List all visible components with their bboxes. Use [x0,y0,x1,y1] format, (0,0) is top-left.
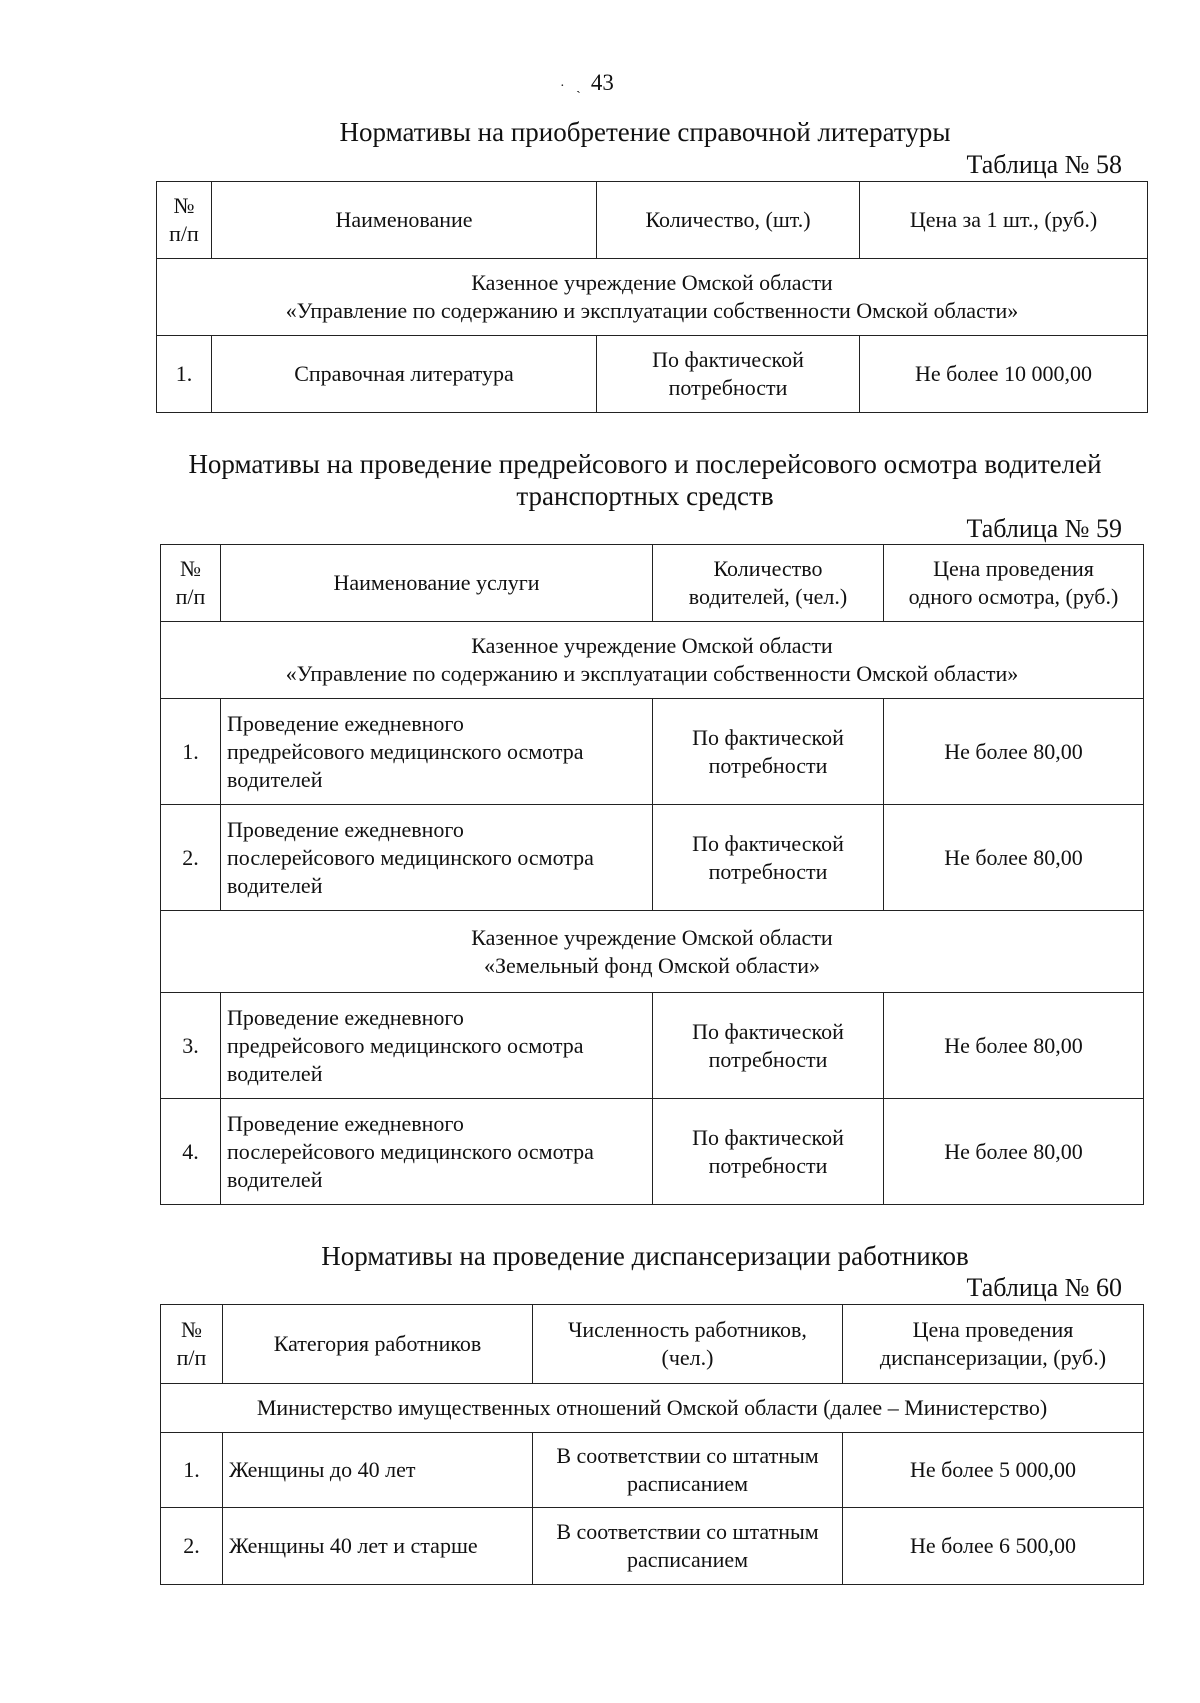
table-60-header-row [161,1305,1144,1384]
page-number-value: 43 [590,70,614,95]
org-cell [161,911,1144,993]
row-quantity: По фактической потребности [653,805,884,911]
row-category: Женщины 40 лет и старше [223,1508,533,1585]
row-price: Не более 6 500,00 [843,1508,1144,1585]
row-price: Не более 5 000,00 [843,1433,1144,1508]
table-58-header-row [157,182,1148,259]
header-name: Наименование [212,182,597,259]
row-name: Проведение ежедневного послерейсового медицинского осмотра водителей [221,805,653,911]
row-num: 1. [161,699,221,805]
table-58-label: Таблица № 58 [966,150,1122,179]
org-line-1: Казенное учреждение Омской области [471,924,833,950]
section-60-title: Нормативы на проведение диспансеризации работников [321,1241,969,1271]
row-count: В соответствии со штатным расписанием [533,1508,843,1585]
row-count: В соответствии со штатным расписанием [533,1433,843,1508]
header-num: № п/п [157,182,212,259]
page-number [560,70,614,96]
section-59-title-line-1: Нормативы на проведение предрейсового и послерейсового осмотра водителей [188,449,1102,479]
table-60-label: Таблица № 60 [966,1273,1122,1302]
table-row [161,1508,1144,1585]
row-price: Не более 80,00 [884,993,1144,1099]
row-price: Не более 80,00 [884,805,1144,911]
row-num: 1. [161,1433,223,1508]
org-line-2: «Земельный фонд Омской области» [484,952,820,978]
section-59-title-line-2: транспортных средств [516,481,774,511]
row-name: Проведение ежедневного предрейсового медицинского осмотра водителей [221,699,653,805]
org-line-2: «Управление по содержанию и эксплуатации собственности Омской области» [285,298,1019,323]
row-price: Не более 80,00 [884,699,1144,805]
org-cell [157,259,1148,336]
row-num: 4. [161,1099,221,1205]
row-quantity: По фактической потребности [653,1099,884,1205]
table-58 [156,181,1148,413]
table-60 [160,1304,1144,1585]
header-price: Цена за 1 шт., (руб.) [860,182,1148,259]
table-59 [160,544,1144,1205]
header-count: Численность работников, (чел.) [533,1305,843,1384]
section-58-title: Нормативы на приобретение справочной литературы [339,117,951,147]
row-quantity: По фактической потребности [653,993,884,1099]
org-cell: Министерство имущественных отношений Омской области (далее – Министерство) [161,1384,1144,1433]
section-59-title [150,448,1140,512]
row-name: Проведение ежедневного предрейсового медицинского осмотра водителей [221,993,653,1099]
table-59-org-row-1 [161,622,1144,699]
header-name: Наименование услуги [221,545,653,622]
header-num: № п/п [161,1305,223,1384]
table-row [157,336,1148,413]
org-line-1: Казенное учреждение Омской области [471,633,833,658]
row-name: Проведение ежедневного послерейсового медицинского осмотра водителей [221,1099,653,1205]
header-num: № п/п [161,545,221,622]
header-price: Цена проведения одного осмотра, (руб.) [884,545,1144,622]
table-60-org-row [161,1384,1144,1433]
table-59-header-row [161,545,1144,622]
header-category: Категория работников [223,1305,533,1384]
org-line-2: «Управление по содержанию и эксплуатации собственности Омской области» [285,661,1019,686]
org-cell [161,622,1144,699]
row-price: Не более 10 000,00 [860,336,1148,413]
table-row [161,699,1144,805]
table-59-org-row-2 [161,911,1144,993]
row-price: Не более 80,00 [884,1099,1144,1205]
table-row [161,1433,1144,1508]
org-line-1: Казенное учреждение Омской области [471,270,833,295]
header-price: Цена проведения диспансеризации, (руб.) [843,1305,1144,1384]
row-quantity: По фактической потребности [653,699,884,805]
row-num: 1. [157,336,212,413]
row-quantity: По фактической потребности [597,336,860,413]
row-num: 2. [161,805,221,911]
page-mark: · ˏ [560,79,585,94]
table-row [161,1099,1144,1205]
row-num: 3. [161,993,221,1099]
header-quantity: Количество, (шт.) [597,182,860,259]
table-59-label: Таблица № 59 [966,514,1122,543]
table-row [161,993,1144,1099]
row-name: Справочная литература [212,336,597,413]
table-58-org-row [157,259,1148,336]
table-row [161,805,1144,911]
row-category: Женщины до 40 лет [223,1433,533,1508]
header-quantity: Количество водителей, (чел.) [653,545,884,622]
row-num: 2. [161,1508,223,1585]
